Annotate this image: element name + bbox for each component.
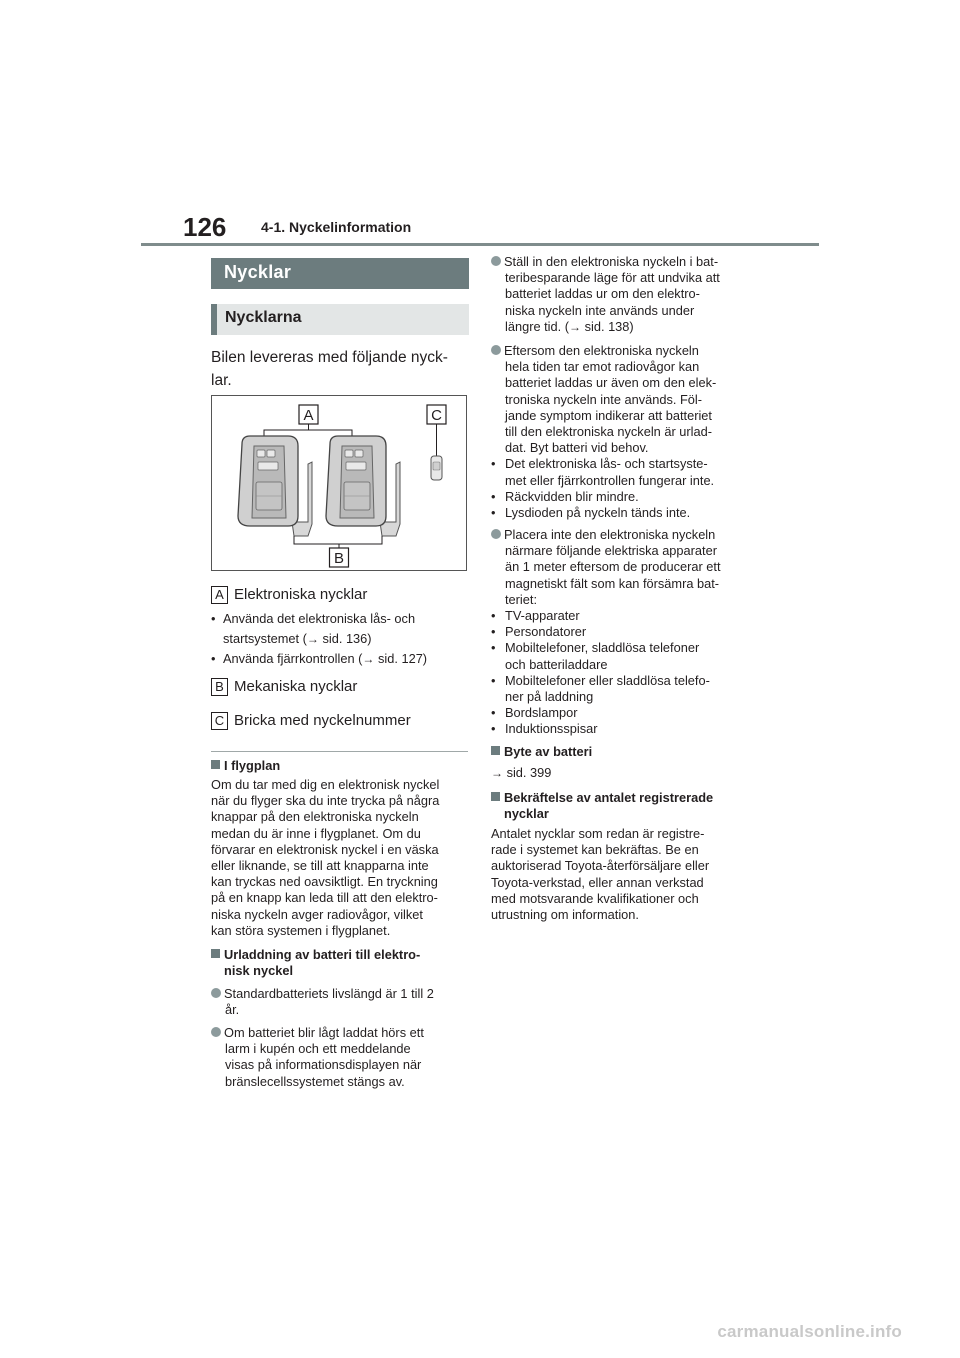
square-bullet-icon (491, 746, 500, 755)
urladdning-heading: Urladdning av batteri till elektro- nisk nyckel (211, 947, 420, 979)
callout-label-c: C (431, 407, 442, 424)
section-divider (211, 751, 468, 752)
circle-bullet-icon (211, 988, 221, 998)
number-tag-plate (433, 462, 440, 470)
legend-text-c: Bricka med nyckelnummer (234, 712, 411, 729)
section-title: 4-1. Nyckelinformation (261, 219, 412, 235)
batteri-ref (491, 765, 551, 781)
bekraftelse-heading: Bekräftelse av antalet registrerade nycklar (491, 790, 713, 822)
flygplan-text: Om du tar med dig en elektronisk nyckel när du flyger ska du inte trycka på några knappar på den elektroniska nyckeln medan du är inne i flygplanet. Om du förvarar en elektronisk nyckel i en väska eller liknande, se till att knapparna inte kan tryckas ned oavsiktligt. En tryckning på en knapp kan leda till att den elektro- niska nyckeln avger radiovågor, vilket kan störa systemen i flygplanet. (211, 777, 440, 938)
key-button (258, 462, 278, 470)
urladdning-item-2: Om batteriet blir lågt laddat hörs ett larm i kupén och ett meddelande visas på informationsdisplayen när bränslecellssystemet stängs av. (211, 1025, 473, 1090)
circle-bullet-icon (211, 1027, 221, 1037)
legend-item-a (211, 586, 367, 604)
right-item-1: Ställ in den elektroniska nyckeln i bat- teribesparande läge för att undvika att batteriet laddas ur om den elektro- niska nyckeln inte används under längre tid. (→ sid. 138) (491, 254, 761, 335)
key-button (346, 462, 366, 470)
intro-line: lar. (211, 372, 232, 389)
arrow-icon: → (306, 631, 319, 646)
legend-a-bullets (211, 611, 471, 668)
right-item-2: Eftersom den elektroniska nyckeln hela tiden tar emot radiovågor kan batteriet laddas ur även om den elek- troniska nyckeln inte används. Föl- jande symptom indikerar att batteriet till den elektroniska nyckeln är urlad- dat. Byt batteri vid behov. • Det elektroniska lås- och startsyste- met eller fjärrkontrollen fungerar inte. • Räckvidden blir mindre. • Lysdioden på nyckeln tänds inte. (491, 343, 717, 521)
page-ref[interactable]: sid. 127) (377, 651, 428, 666)
sub-heading (211, 304, 469, 335)
bullet-item-cont: startsystemet (→ sid. 136) (223, 630, 372, 646)
legend-text-a: Elektroniska nycklar (234, 586, 368, 603)
arrow-icon: → (569, 319, 582, 334)
bullet-item: • Använda fjärrkontrollen (→ sid. 127) (211, 651, 428, 666)
main-heading-text: Nycklar (224, 262, 292, 282)
key-button (257, 450, 265, 457)
page-ref[interactable]: sid. 136) (322, 630, 372, 646)
page-number: 126 (183, 212, 227, 242)
key-button (355, 450, 363, 457)
square-bullet-icon (211, 760, 220, 769)
legend-item-c (211, 712, 411, 730)
flygplan-heading: I flygplan (211, 758, 280, 774)
legend-text-b: Mekaniska nycklar (234, 678, 358, 695)
square-bullet-icon (491, 792, 500, 801)
leader-line (294, 536, 382, 544)
key-button (345, 450, 353, 457)
square-bullet-icon (211, 949, 220, 958)
urladdning-item-1: Standardbatteriets livslängd är 1 till 2 år. (211, 986, 473, 1018)
bullet-item: • Använda det elektroniska lås- och (211, 611, 416, 626)
intro-text (211, 346, 469, 392)
legend-letter-a: A (211, 586, 228, 604)
watermark: carmanualsonline.info (717, 1322, 902, 1341)
circle-bullet-icon (491, 529, 501, 539)
arrow-icon: → (491, 766, 503, 780)
keys-illustration-svg (212, 396, 466, 570)
intro-line: Bilen levereras med följande nyck- (211, 349, 448, 366)
page-ref[interactable]: sid. 399 (506, 765, 552, 780)
key-button (267, 450, 275, 457)
legend-letter-c: C (211, 712, 228, 730)
sub-heading-text: Nycklarna (225, 309, 302, 326)
bekraftelse-text: Antalet nycklar som redan är registre- rade i systemet kan bekräftas. Be en auktoriserad Toyota-återförsäljare eller Toyota-verkstad, eller annan verkstad med motsvarande kvalifikationer och utrustning om information. (491, 826, 710, 923)
legend-letter-b: B (211, 678, 228, 696)
circle-bullet-icon (491, 345, 501, 355)
callout-label-a: A (303, 407, 314, 424)
page-ref[interactable]: sid. 138) (584, 318, 634, 334)
legend-item-b (211, 678, 357, 696)
callout-label-b: B (333, 550, 345, 567)
right-item-3: Placera inte den elektroniska nyckeln närmare följande elektriska apparater än 1 meter eftersom de producerar ett magnetiskt fält som kan försämra bat- teriet: • TV-apparater • Persondatorer • Mobiltelefoner, sladdlösa telefoner och batteriladdare • Mobiltelefoner eller sladdlösa telefo- ner på laddning • Bordslampor • Induktionsspisar (491, 527, 721, 737)
header-rule (141, 243, 819, 246)
main-heading (211, 258, 469, 289)
keys-illustration (211, 395, 467, 571)
batteri-heading: Byte av batteri (491, 744, 592, 760)
circle-bullet-icon (491, 256, 501, 266)
arrow-icon: → (362, 652, 375, 666)
